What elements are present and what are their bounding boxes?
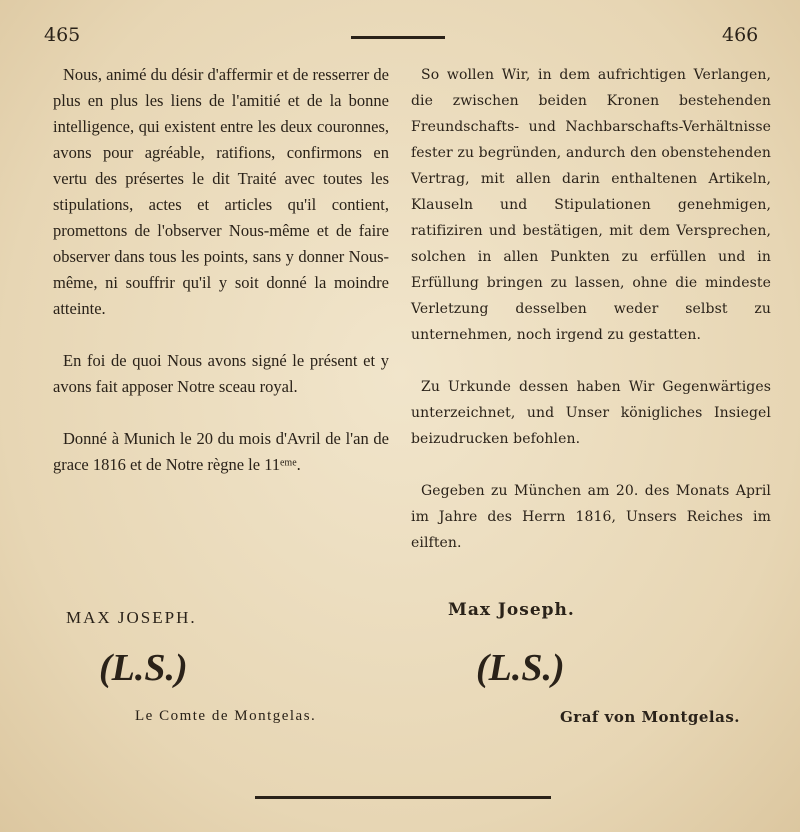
footer-rule <box>255 796 551 799</box>
french-countersignature: Le Comte de Montgelas. <box>135 708 317 724</box>
german-seal-mark: (L.S.) <box>476 647 565 689</box>
page-number-right: 466 <box>722 24 759 46</box>
german-paragraph-date: Gegeben zu München am 20. des Monats April im Jahre des Herrn 1816, Unsers Reiches im eilften. <box>411 483 771 551</box>
french-paragraph-ratification: Nous, animé du désir d'affermir et de resserrer de plus en plus les liens de l'amitié et de la bonne intelligence, qui existent entre les deux couronnes, avons pour agréable, ratifions, confirmons en vertu des présertes le dit Traité avec toutes les stipulations, actes et articles qu'il contient, promettons de l'observer Nous-même et de faire observer dans tous les points, sans y donner Nous-même, ni souffrir qu'il y soit donné la moindre atteinte. <box>53 65 389 318</box>
french-signature: MAX JOSEPH. <box>66 608 197 627</box>
german-paragraph-seal: Zu Urkunde dessen haben Wir Gegenwärtiges unterzeichnet, und Unser königliches Insiegel beizudrucken befohlen. <box>411 379 771 447</box>
german-countersignature: Graf von Montgelas. <box>560 708 741 726</box>
french-paragraph-seal: En foi de quoi Nous avons signé le présent et y avons fait apposer Notre sceau royal. <box>53 351 389 396</box>
french-seal-mark: (L.S.) <box>99 647 188 689</box>
german-signature: Max Joseph. <box>448 600 575 620</box>
french-column <box>53 62 389 478</box>
german-column <box>411 62 771 556</box>
header-rule <box>351 36 445 39</box>
french-paragraph-date: Donné à Munich le 20 du mois d'Avril de l'an de grace 1816 et de Notre règne le 11ᵉᵐᵉ. <box>53 429 389 474</box>
page-number-left: 465 <box>44 24 81 46</box>
german-paragraph-ratification: So wollen Wir, in dem aufrichtigen Verlangen, die zwischen beiden Kronen bestehenden Freundschafts- und Nachbarschafts-Verhältnisse fester zu begründen, andurch den obenstehenden Vertrag, mit allen darin enthaltenen Artikeln, Klauseln und Stipulationen genehmigen, ratifiziren und bestätigen, mit dem Versprechen, solchen in allen Punkten zu erfüllen und in Erfüllung bringen zu lassen, ohne die mindeste Verletzung desselben weder selbst zu unternehmen, noch irgend zu gestatten. <box>411 67 771 343</box>
